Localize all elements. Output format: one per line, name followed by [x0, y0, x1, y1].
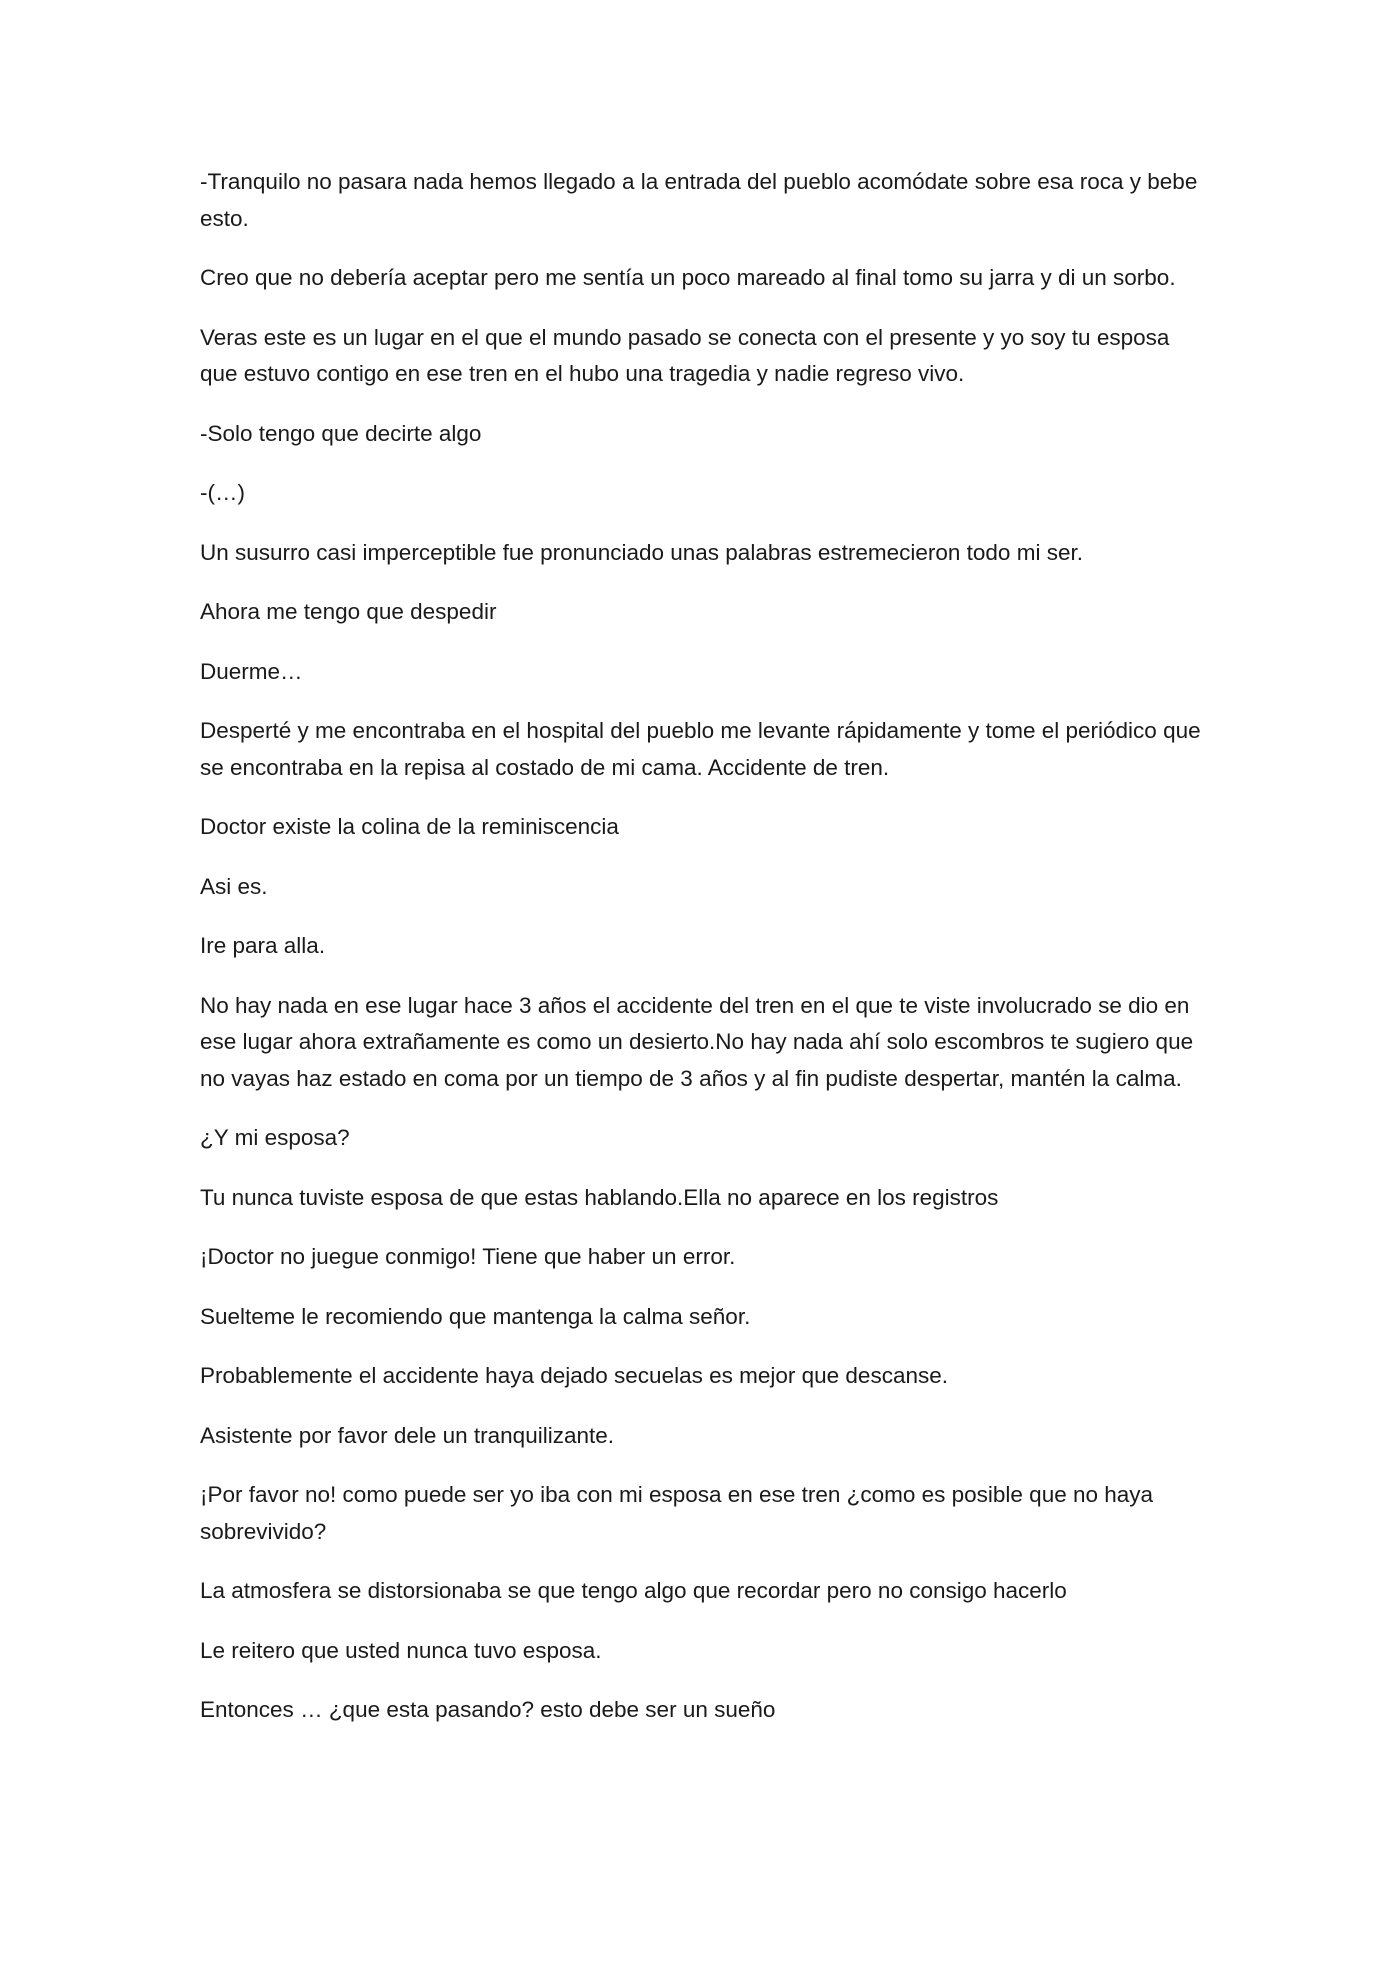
paragraph: ¿Y mi esposa? [200, 1125, 350, 1150]
paragraph: Probablemente el accidente haya dejado secuelas es mejor que descanse. [200, 1363, 948, 1388]
document-body [200, 164, 1210, 1752]
paragraph: Asi es. [200, 873, 268, 899]
paragraph: No hay nada en ese lugar hace 3 años el accidente del tren en el que te viste involucrado se dio en ese lugar ahora extrañamente es como un desierto.No hay nada ahí solo escombros te sugiero que no vayas haz estado en coma por un tiempo de 3 años y al fin pudiste despertar, mantén la calma. [200, 992, 1194, 1091]
paragraph: Ire para alla. [200, 933, 326, 958]
paragraph: Le reitero que usted nunca tuvo esposa. [200, 1637, 602, 1663]
paragraph: Entonces … ¿que esta pasando? esto debe ser un sueño [200, 1697, 776, 1722]
paragraph: Doctor existe la colina de la reminiscencia [200, 814, 619, 839]
paragraph: Duerme… [200, 658, 303, 684]
paragraph: ¡Por favor no! como puede ser yo iba con mi esposa en ese tren ¿como es posible que no haya sobrevivido? [200, 1482, 1154, 1544]
paragraph: Ahora me tengo que despedir [200, 599, 497, 624]
paragraph: -Solo tengo que decirte algo [200, 420, 482, 446]
paragraph: Veras este es un lugar en el que el mundo pasado se conecta con el presente y yo soy tu esposa que estuvo contigo en ese tren en el hubo una tragedia y nadie regreso vivo. [200, 324, 1170, 386]
paragraph: ¡Doctor no juegue conmigo! Tiene que haber un error. [200, 1244, 736, 1269]
paragraph: Creo que no debería aceptar pero me sentía un poco mareado al final tomo su jarra y di un sorbo. [200, 265, 1176, 290]
paragraph: -(…) [200, 480, 245, 505]
paragraph: Un susurro casi imperceptible fue pronunciado unas palabras estremecieron todo mi ser. [200, 539, 1083, 565]
paragraph: Desperté y me encontraba en el hospital del pueblo me levante rápidamente y tome el periódico que se encontraba en la repisa al costado de mi cama. Accidente de tren. [200, 718, 1201, 780]
paragraph: Asistente por favor dele un tranquilizante. [200, 1422, 614, 1448]
paragraph: -Tranquilo no pasara nada hemos llegado a la entrada del pueblo acomódate sobre esa roca y bebe esto. [200, 169, 1198, 231]
paragraph: La atmosfera se distorsionaba se que tengo algo que recordar pero no consigo hacerlo [200, 1578, 1067, 1603]
paragraph: Suelteme le recomiendo que mantenga la calma señor. [200, 1303, 751, 1329]
paragraph: Tu nunca tuviste esposa de que estas hablando.Ella no aparece en los registros [200, 1184, 999, 1210]
